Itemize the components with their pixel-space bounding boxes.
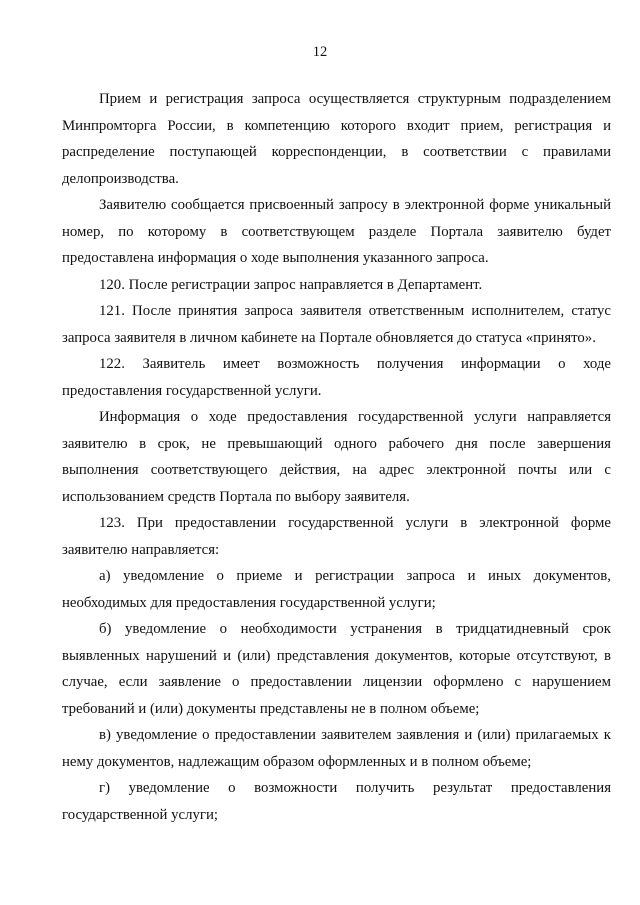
paragraph-120: 120. После регистрации запрос направляется в Департамент.: [99, 276, 483, 293]
list-item-a: а) уведомление о приеме и регистрации запроса и иных документов, необходимых для предоставления государственной услуги;: [62, 568, 611, 611]
list-item-g: г) уведомление о возможности получить результат предоставления государственной услуги;: [62, 780, 611, 823]
paragraph-123: 123. При предоставлении государственной услуги в электронной форме заявителю направляется:: [62, 515, 611, 558]
paragraph-reception-registration: Прием и регистрация запроса осуществляется структурным подразделением Минпромторга России, в компетенцию которого входит прием, регистрация и распределение поступающей корреспонденции, в соответствии с правилами делопроизводства.: [62, 91, 611, 187]
paragraph-121: 121. После принятия запроса заявителя ответственным исполнителем, статус запроса заявителя в личном кабинете на Портале обновляется до статуса «принято».: [62, 303, 611, 346]
document-body: [62, 86, 611, 828]
list-item-b: б) уведомление о необходимости устранения в тридцатидневный срок выявленных нарушений и (или) представления документов, которые отсутствуют, в случае, если заявление о предоставлении лицензии оформлено с нарушением требований и (или) документы представлены не в полном объеме;: [62, 621, 611, 717]
page-number: 12: [312, 44, 328, 60]
list-item-v: в) уведомление о предоставлении заявителем заявления и (или) прилагаемых к нему документов, надлежащим образом оформленных и в полном объеме;: [62, 727, 611, 770]
paragraph-progress-info: Информация о ходе предоставления государственной услуги направляется заявителю в срок, не превышающий одного рабочего дня после завершения выполнения соответствующего действия, на адрес электронной почты или с использованием средств Портала по выбору заявителя.: [62, 409, 611, 505]
paragraph-unique-number: Заявителю сообщается присвоенный запросу в электронной форме уникальный номер, по которому в соответствующем разделе Портала заявителю будет предоставлена информация о ходе выполнения указанного запроса.: [62, 197, 611, 266]
paragraph-122: 122. Заявитель имеет возможность получения информации о ходе предоставления государственной услуги.: [62, 356, 611, 399]
